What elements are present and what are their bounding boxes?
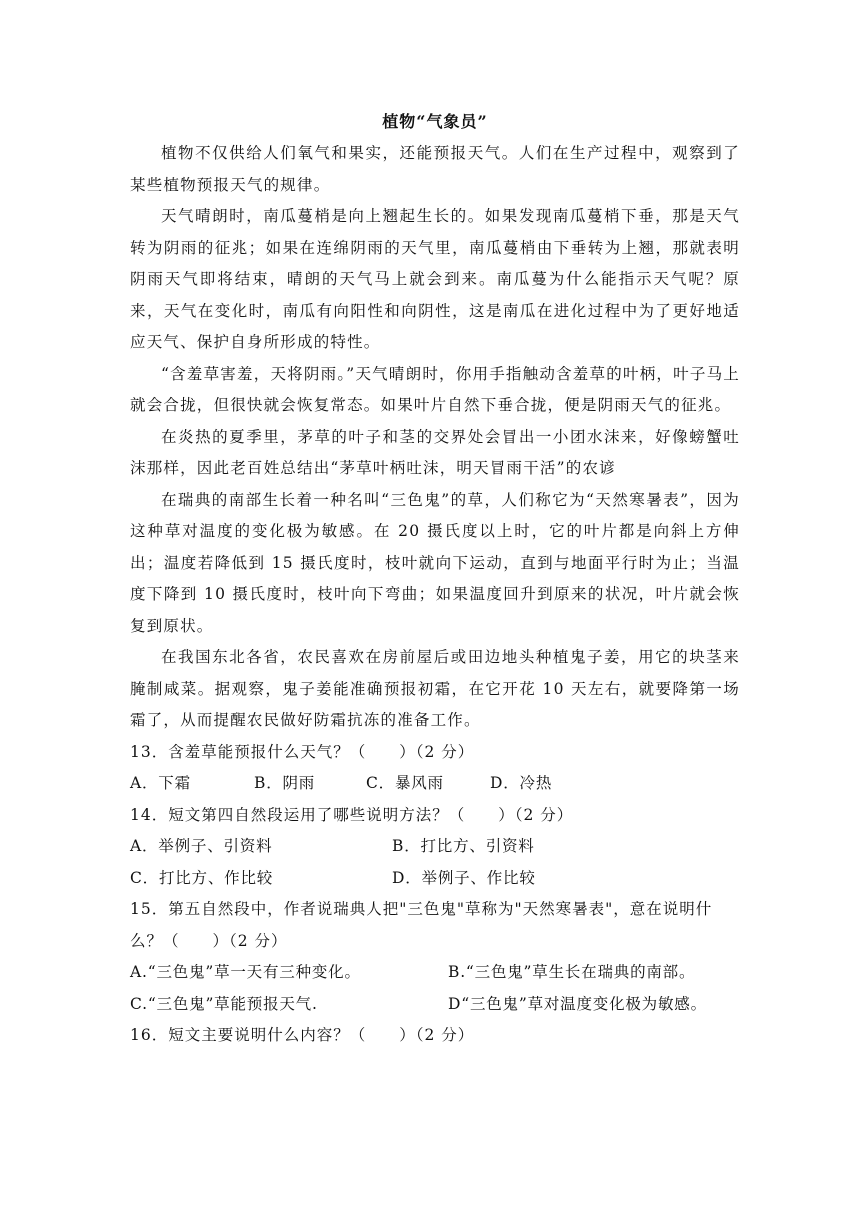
option-c: C.“三色鬼”草能预报天气. (130, 994, 318, 1013)
option-a: A．下霜 (130, 774, 191, 792)
option-b: B.“三色鬼”草生长在瑞典的南部。 (448, 963, 696, 981)
option-b: B．打比方、引资料 (392, 837, 535, 855)
question-15-options-row-2 (130, 989, 740, 1021)
paragraph-4: 在炎热的夏季里，茅草的叶子和茎的交界处会冒出一小团水沫来，好像螃蟹吐沫那样，因此老百姓总结出“茅草叶柄吐沫，明天冒雨干活”的农谚 (130, 427, 740, 477)
option-a: A．举例子、引资料 (130, 837, 273, 855)
paragraph-2: 天气晴朗时，南瓜蔓梢是向上翘起生长的。如果发现南瓜蔓梢下垂，那是天气转为阴雨的征兆；如果在连绵阴雨的天气里，南瓜蔓梢由下垂转为上翘，那就表明阴雨天气即将结束，晴朗的天气马上就会到来。南瓜蔓为什么能指示天气呢？原来，天气在变化时，南瓜有向阳性和向阴性，这是南瓜在进化过程中为了更好地适应天气、保护自身所形成的特性。 (130, 207, 740, 351)
question-15: 15．第五自然段中，作者说瑞典人把"三色鬼"草称为"天然寒暑表"，意在说明什么？（ ）（2 分） (130, 900, 713, 950)
question-15-options-row-1 (130, 957, 740, 989)
question-16: 16．短文主要说明什么内容？（ ）（2 分） (130, 1026, 475, 1044)
document-page (130, 106, 740, 1052)
option-b: B．阴雨 (254, 774, 316, 792)
option-d: D．冷热 (490, 774, 553, 792)
option-d: D．举例子、作比较 (392, 868, 536, 887)
paragraph-3: “含羞草害羞，天将阴雨。”天气晴朗时，你用手指触动含羞草的叶柄，叶子马上就会合拢，但很快就会恢复常态。如果叶片自然下垂合拢，便是阴雨天气的征兆。 (130, 364, 740, 414)
question-14-options-row-1 (130, 831, 740, 863)
option-c: C．暴风雨 (366, 774, 444, 792)
option-c: C．打比方、作比较 (130, 868, 274, 887)
paragraph-6: 在我国东北各省，农民喜欢在房前屋后或田边地头种植鬼子姜，用它的块茎来腌制咸菜。据观察，鬼子姜能准确预报初霜，在它开花 10 天左右，就要降第一场霜了，从而提醒农民做好防霜抗冻的准备工作。 (130, 648, 740, 729)
question-14: 14．短文第四自然段运用了哪些说明方法？（ ）（2 分） (130, 805, 574, 824)
option-a: A.“三色鬼”草一天有三种变化。 (130, 963, 361, 981)
paragraph-5: 在瑞典的南部生长着一种名叫“三色鬼”的草，人们称它为“天然寒暑表”，因为这种草对温度的变化极为敏感。在 20 摄氏度以上时，它的叶片都是向斜上方伸出；温度若降低到 15 摄氏度时，枝叶就向下运动，直到与地面平行时为止；当温度下降到 10 摄氏度时，枝叶向下弯曲；如果温度回升到原来的状况，叶片就会恢复到原状。 (130, 490, 740, 635)
option-d: D“三色鬼”草对温度变化极为敏感。 (448, 994, 707, 1013)
question-14-options-row-2 (130, 863, 740, 895)
question-13-options (130, 768, 740, 800)
article-title: 植物“气象员” (382, 112, 488, 131)
paragraph-1: 植物不仅供给人们氧气和果实，还能预报天气。人们在生产过程中，观察到了某些植物预报天气的规律。 (130, 144, 740, 194)
question-13: 13．含羞草能预报什么天气？（ ）（2 分） (130, 742, 475, 761)
